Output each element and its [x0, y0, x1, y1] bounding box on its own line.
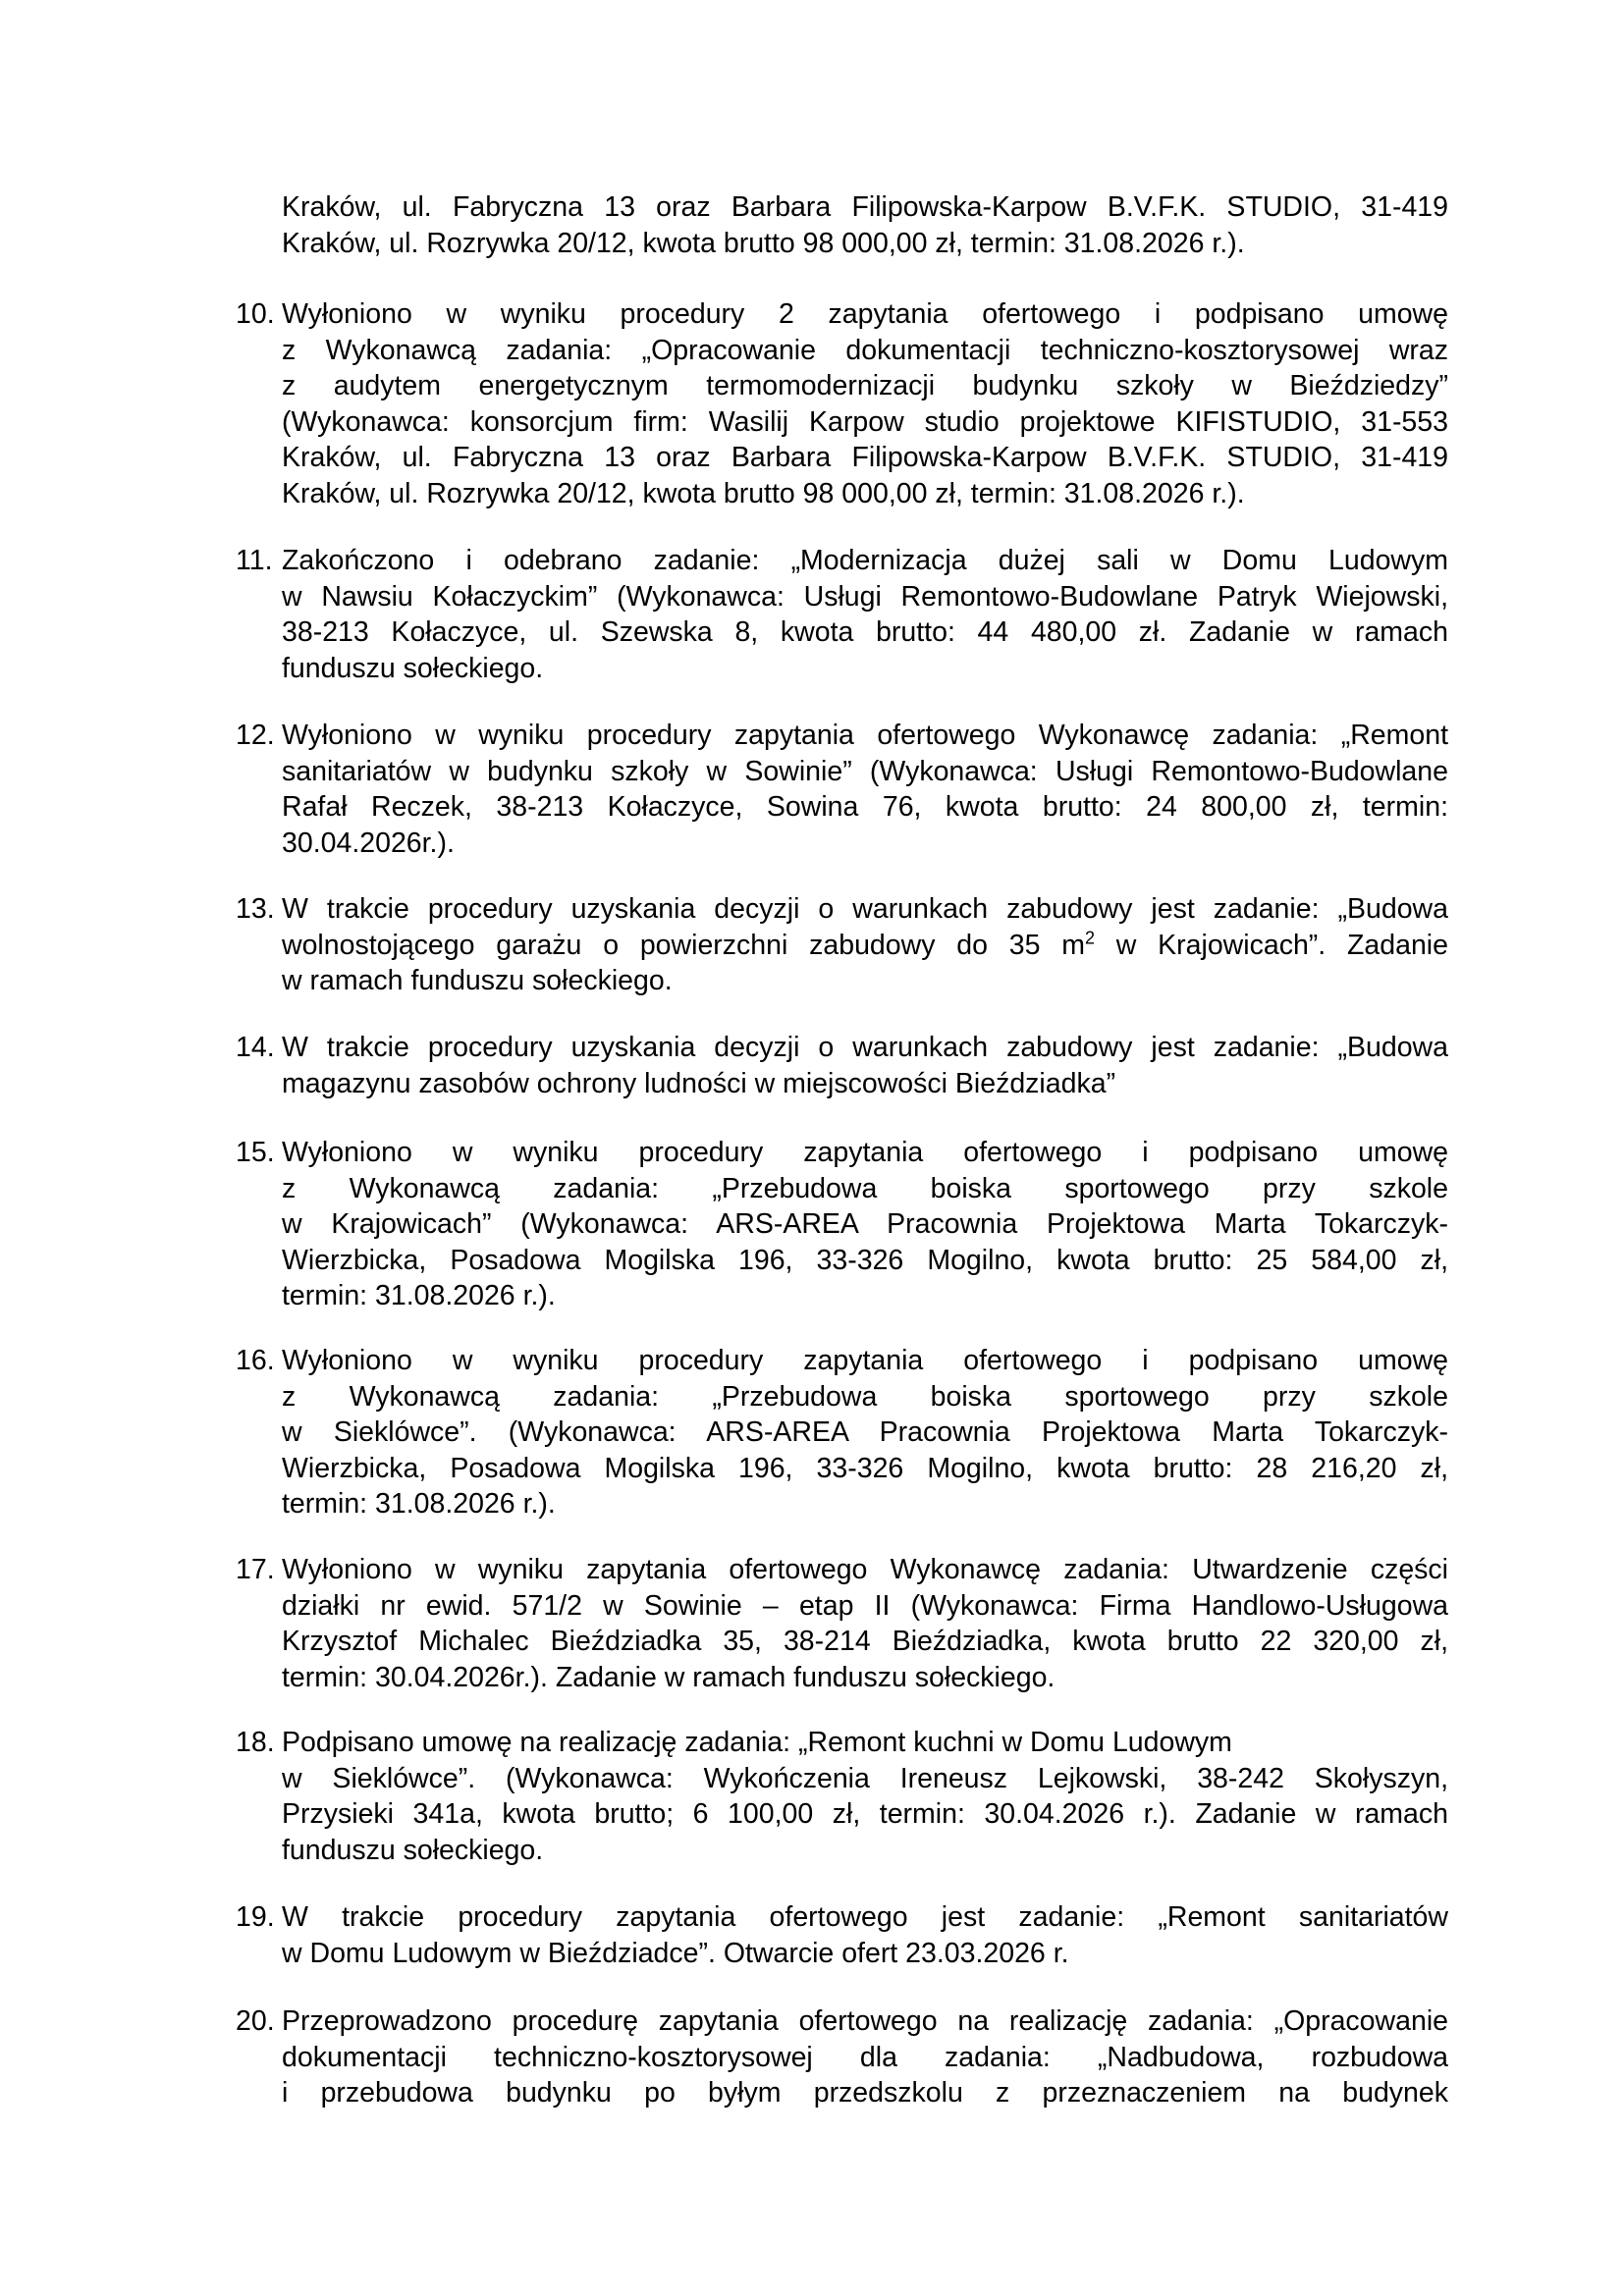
text-line: Rafał Reczek, 38-213 Kołaczyce, Sowina 76, kwota brutto: 24 800,00 zł, termin: — [282, 791, 1448, 823]
list-item — [0, 2003, 1624, 2111]
text-line: W trakcie procedury uzyskania decyzji o warunkach zabudowy jest zadanie: „Budowa — [282, 893, 1448, 925]
text-line: z Wykonawcą zadania: „Przebudowa boiska sportowego przy szkole — [282, 1172, 1448, 1204]
text-line: funduszu sołeckiego. — [282, 652, 544, 684]
text-line: dokumentacji techniczno-kosztorysowej dla zadania: „Nadbudowa, rozbudowa — [282, 2041, 1448, 2073]
text-line: w Sieklówce”. (Wykonawca: ARS-AREA Pracownia Projektowa Marta Tokarczyk- — [282, 1416, 1448, 1448]
continuation-paragraph — [0, 189, 1624, 261]
list-item — [0, 296, 1624, 511]
text-line: termin: 31.08.2026 r.). — [282, 1488, 556, 1520]
list-item-number: 13. — [236, 893, 275, 925]
text-line: Wyłoniono w wyniku procedury zapytania ofertowego i podpisano umowę — [282, 1345, 1448, 1376]
text-line: Podpisano umowę na realizację zadania: „Remont kuchni w Domu Ludowym — [282, 1727, 1232, 1758]
text-line: w Sieklówce”. (Wykonawca: Wykończenia Ireneusz Lejkowski, 38-242 Skołyszyn, — [282, 1762, 1448, 1794]
text-line: Wyłoniono w wyniku procedury 2 zapytania ofertowego i podpisano umowę — [282, 298, 1448, 330]
text-line: Wyłoniono w wyniku procedury zapytania ofertowego i podpisano umowę — [282, 1137, 1448, 1168]
text-line: Zakończono i odebrano zadanie: „Modernizacja dużej sali w Domu Ludowym — [282, 545, 1448, 576]
text-line: z Wykonawcą zadania: „Opracowanie dokumentacji techniczno-kosztorysowej wraz — [282, 334, 1448, 366]
text-line: i przebudowa budynku po byłym przedszkolu z przeznaczeniem na budynek — [282, 2077, 1448, 2109]
text-line: działki nr ewid. 571/2 w Sowinie – etap II (Wykonawca: Firma Handlowo-Usługowa — [282, 1589, 1448, 1622]
list-item-number: 12. — [236, 720, 275, 751]
text-line: w Krajowicach” (Wykonawca: ARS-AREA Pracownia Projektowa Marta Tokarczyk- — [282, 1208, 1448, 1240]
list-item — [0, 1725, 1624, 1868]
text-line: z audytem energetycznym termomodernizacji budynku szkoły w Bieździedzy” — [282, 370, 1448, 401]
text-line: magazynu zasobów ochrony ludności w miejscowości Bieździadka” — [282, 1067, 1116, 1099]
text-line: Krzysztof Michalec Bieździadka 35, 38-214 Bieździadka, kwota brutto 22 320,00 zł, — [282, 1626, 1448, 1657]
list-item — [0, 1343, 1624, 1522]
list-item — [0, 1552, 1624, 1695]
list-item — [0, 1030, 1624, 1101]
text-line: Wierzbicka, Posadowa Mogilska 196, 33-326 Mogilno, kwota brutto: 28 216,20 zł, — [282, 1452, 1448, 1484]
list-item — [0, 891, 1624, 999]
text-line: Wyłoniono w wyniku zapytania ofertowego Wykonawcę zadania: Utwardzenie części — [282, 1554, 1448, 1585]
superscript: 2 — [1084, 928, 1095, 947]
text-line: funduszu sołeckiego. — [282, 1834, 544, 1866]
text-segment: w Krajowicach”. Zadanie — [1094, 929, 1448, 961]
text-line: termin: 30.04.2026r.). Zadanie w ramach funduszu sołeckiego. — [282, 1661, 1056, 1693]
text-line: Wierzbicka, Posadowa Mogilska 196, 33-326 Mogilno, kwota brutto: 25 584,00 zł, — [282, 1244, 1448, 1276]
text-line: Wyłoniono w wyniku procedury zapytania ofertowego Wykonawcę zadania: „Remont — [282, 720, 1448, 751]
text-line: Przysieki 341a, kwota brutto; 6 100,00 zł, termin: 30.04.2026 r.). Zadanie w ramach — [282, 1798, 1448, 1830]
text-line: sanitariatów w budynku szkoły w Sowinie” (Wykonawca: Usługi Remontowo-Budowlane — [282, 755, 1448, 787]
list-item-number: 17. — [236, 1554, 275, 1585]
list-item-number: 14. — [236, 1032, 275, 1063]
list-item — [0, 543, 1624, 686]
text-line: W trakcie procedury zapytania ofertowego jest zadanie: „Remont sanitariatów — [282, 1901, 1448, 1933]
text-line: Kraków, ul. Rozrywka 20/12, kwota brutto 98 000,00 zł, termin: 31.08.2026 r.). — [282, 477, 1245, 509]
text-line: Kraków, ul. Fabryczna 13 oraz Barbara Filipowska-Karpow B.V.F.K. STUDIO, 31-419 — [282, 442, 1448, 473]
text-line: 38-213 Kołaczyce, ul. Szewska 8, kwota brutto: 44 480,00 zł. Zadanie w ramach — [282, 616, 1448, 648]
text-line: (Wykonawca: konsorcjum firm: Wasilij Karpow studio projektowe KIFISTUDIO, 31-553 — [282, 405, 1448, 438]
list-item — [0, 1899, 1624, 1971]
text-line: w Domu Ludowym w Bieździadce”. Otwarcie ofert 23.03.2026 r. — [282, 1937, 1069, 1969]
list-item-number: 18. — [236, 1727, 275, 1758]
text-line: W trakcie procedury uzyskania decyzji o warunkach zabudowy jest zadanie: „Budowa — [282, 1032, 1448, 1063]
text-line: termin: 31.08.2026 r.). — [282, 1280, 556, 1311]
list-item-number: 16. — [236, 1345, 275, 1376]
text-line — [282, 928, 1448, 964]
text-line: Przeprowadzono procedurę zapytania ofertowego na realizację zadania: „Opracowanie — [282, 2005, 1448, 2037]
list-item — [0, 718, 1624, 861]
list-item-number: 15. — [236, 1137, 275, 1168]
list-item-number: 11. — [236, 545, 273, 576]
list-item-number: 10. — [236, 298, 275, 330]
text-line: w ramach funduszu sołeckiego. — [282, 965, 673, 996]
list-item-number: 19. — [236, 1901, 275, 1933]
text-line: Kraków, ul. Fabryczna 13 oraz Barbara Filipowska-Karpow B.V.F.K. STUDIO, 31-419 — [282, 191, 1448, 223]
list-item — [0, 1135, 1624, 1314]
text-line: 30.04.2026r.). — [282, 827, 455, 859]
list-item-number: 20. — [236, 2005, 275, 2037]
text-line: z Wykonawcą zadania: „Przebudowa boiska sportowego przy szkole — [282, 1380, 1448, 1413]
text-line: Kraków, ul. Rozrywka 20/12, kwota brutto 98 000,00 zł, termin: 31.08.2026 r.). — [282, 227, 1245, 259]
text-line: w Nawsiu Kołaczyckim” (Wykonawca: Usługi Remontowo-Budowlane Patryk Wiejowski, — [282, 580, 1448, 613]
text-segment: wolnostojącego garażu o powierzchni zabudowy do 35 m — [282, 929, 1085, 961]
